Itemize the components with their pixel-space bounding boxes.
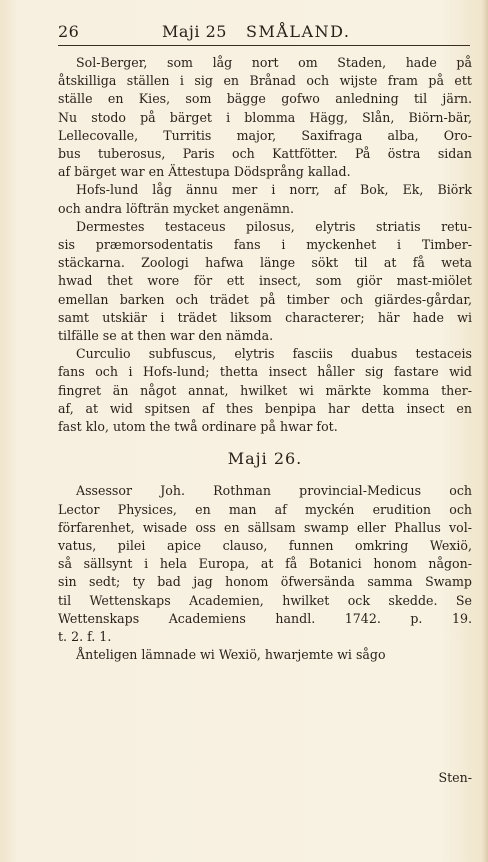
text-line: vatus, pilei apice clauso, funnen omkring Wexiö,: [58, 538, 472, 554]
running-header: [58, 20, 478, 44]
text-line: Wettenskaps Academiens handl. 1742. p. 19.: [58, 610, 472, 626]
text-line: fast klo, utom the twå ordinare på hwar fot.: [58, 419, 338, 435]
paragraph: [58, 646, 472, 664]
text-line: åtskilliga ställen i sig en Brånad och wijste fram på ett: [58, 73, 472, 89]
paragraph: [58, 218, 472, 345]
text-line: af, at wid spitsen af thes benpipa har detta insect en: [58, 400, 472, 416]
text-line: Hofs-lund låg ännu mer i norr, af Bok, Ek, Biörk: [76, 182, 472, 198]
header-place: SMÅLAND.: [246, 22, 351, 41]
text-line: förfarenhet, wisade oss en sällsam swamp eller Phallus vol-: [58, 519, 472, 535]
text-line: sis præmorsodentatis fans i myckenhet i Timber-: [58, 237, 472, 253]
section-heading: Maji 26.: [227, 449, 303, 469]
text-line: t. 2. f. 1.: [58, 629, 112, 645]
text-line: och andra löfträn mycket angenämn.: [58, 200, 295, 216]
paragraph: [58, 181, 472, 217]
text-line: Curculio subfuscus, elytris fasciis duabus testaceis: [76, 346, 472, 362]
paragraph: [58, 345, 472, 436]
text-line: Sol-Berger, som låg nort om Staden, hade på: [76, 55, 472, 70]
text-line: stäckarna. Zoologi hafwa länge sökt til at få weta: [58, 255, 472, 271]
text-line: Dermestes testaceus pilosus, elytris striatis retu-: [76, 218, 472, 234]
catchword: Sten-: [438, 770, 472, 785]
text-line: samt utskiär i trädet liksom characterer; här hade wi: [58, 309, 472, 325]
paragraph: [58, 54, 472, 181]
page-edge-shadow: [482, 0, 488, 862]
text-line: Assessor Joh. Rothman provincial-Medicus och: [76, 483, 472, 499]
text-line: Ånteligen lämnade wi Wexiö, hwarjemte wi sågo: [76, 647, 386, 663]
text-line: Lector Physices, en man af myckén erudition och: [58, 501, 472, 517]
paragraphs-may-26: [58, 482, 472, 664]
header-date: Maji 25: [162, 22, 227, 41]
text-line: tilfälle se at then war den nämda.: [58, 328, 274, 344]
text-line: af bärget war en Ättestupa Dödsprång kallad.: [58, 164, 351, 180]
header-rule: [58, 45, 470, 46]
text-line: emellan barken och trädet på timber och giärdes-gårdar,: [58, 291, 472, 307]
text-line: så sällsynt i hela Europa, at få Botanici honom någon-: [58, 556, 472, 572]
text-line: fans och i Hofs-lund; thetta insect håller sig fastare wid: [58, 364, 472, 380]
text-line: Nu stodo på bärget i blomma Hägg, Slån, Biörn-bär,: [58, 109, 472, 125]
text-line: hwad thet wore för ett insect, som giör mast-miölet: [58, 273, 472, 289]
text-line: Lellecovalle, Turritis major, Saxifraga alba, Oro-: [58, 127, 472, 143]
text-line: til Wettenskaps Academien, hwilket ock skedde. Se: [58, 592, 472, 608]
text-line: bus tuberosus, Paris och Kattfötter. På östra sidan: [58, 146, 472, 162]
paragraphs-may-25: [58, 54, 472, 436]
text-line: fingret än något annat, hwilket wi märkte komma ther-: [58, 382, 472, 398]
page-body: [58, 54, 472, 665]
page-number: 26: [58, 22, 80, 41]
text-line: sin sedt; ty bad jag honom öfwersända samma Swamp: [58, 574, 472, 590]
paragraph: [58, 482, 472, 646]
text-line: ställe en Kies, som bägge gofwo anledning til järn.: [58, 91, 472, 107]
